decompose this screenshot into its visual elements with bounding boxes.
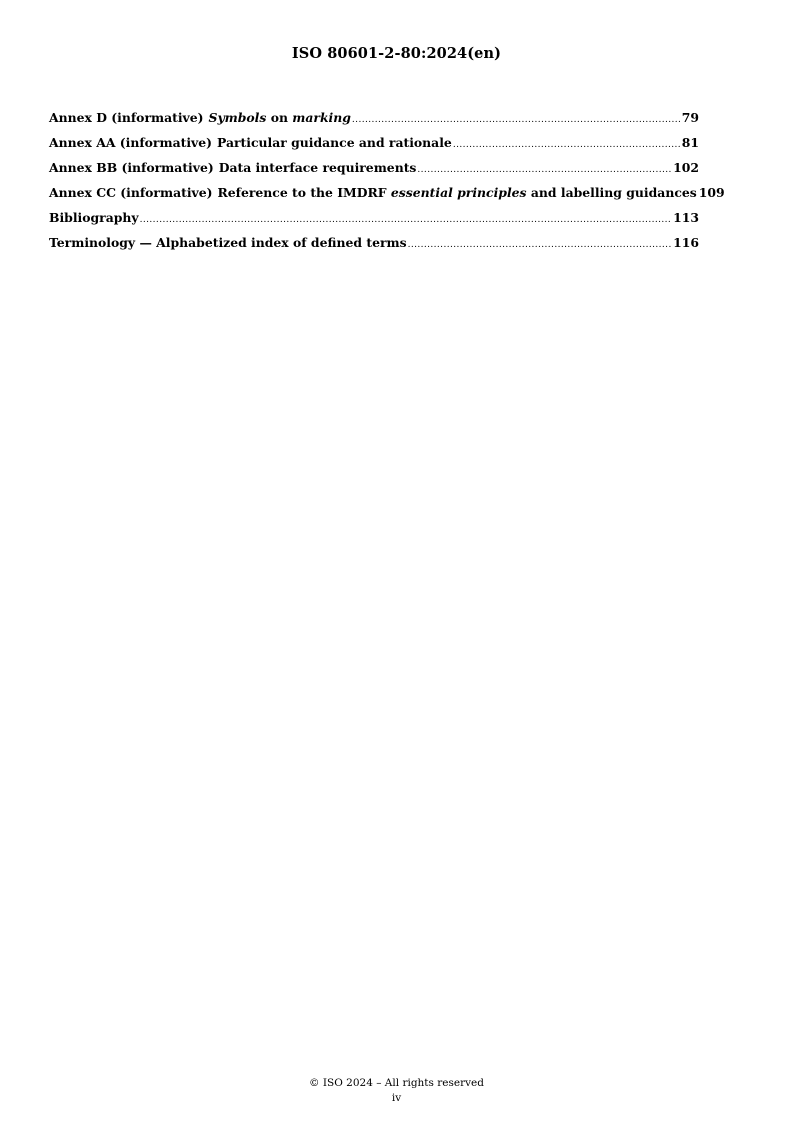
toc-entry-title bbox=[49, 160, 416, 175]
toc-title-text: Data interface requirements bbox=[218, 160, 417, 175]
toc-entry-title bbox=[49, 110, 351, 125]
toc-entry-annex-aa[interactable] bbox=[49, 135, 699, 160]
toc-title-fragment: Reference to the IMDRF bbox=[217, 185, 391, 200]
document-header: ISO 80601-2-80:2024(en) bbox=[291, 45, 502, 62]
toc-page-number: 109 bbox=[698, 185, 725, 200]
table-of-contents bbox=[49, 110, 725, 260]
toc-leader-dots bbox=[453, 140, 681, 150]
toc-annex-label: Annex D (informative) bbox=[49, 110, 204, 125]
toc-title-fragment: Symbols bbox=[208, 110, 267, 125]
toc-page-number: 81 bbox=[681, 135, 699, 150]
toc-title-text: Particular guidance and rationale bbox=[216, 135, 452, 150]
copyright-notice: © ISO 2024 – All rights reserved bbox=[309, 1077, 484, 1089]
toc-leader-dots bbox=[408, 240, 673, 250]
toc-entry-annex-bb[interactable] bbox=[49, 160, 699, 185]
toc-entry-title bbox=[49, 135, 452, 150]
toc-title-fragment: marking bbox=[292, 110, 351, 125]
toc-page-number: 116 bbox=[673, 235, 699, 250]
toc-title-fragment: essential principles bbox=[390, 185, 527, 200]
toc-annex-label: Annex BB (informative) bbox=[49, 160, 214, 175]
page-footer bbox=[0, 1076, 793, 1106]
toc-annex-label: Annex CC (informative) bbox=[49, 185, 213, 200]
toc-entry-title: Terminology — Alphabetized index of defined terms bbox=[49, 235, 407, 250]
toc-entry-terminology[interactable] bbox=[49, 235, 699, 260]
toc-entry-title bbox=[49, 185, 697, 200]
toc-entry-bibliography[interactable] bbox=[49, 210, 699, 235]
toc-entry-annex-cc[interactable] bbox=[49, 185, 725, 210]
toc-page-number: 113 bbox=[673, 210, 699, 225]
toc-annex-label: Annex AA (informative) bbox=[49, 135, 212, 150]
toc-leader-dots bbox=[352, 115, 681, 125]
toc-entry-annex-d[interactable] bbox=[49, 110, 699, 135]
toc-title-fragment: on bbox=[266, 110, 293, 125]
toc-entry-title: Bibliography bbox=[49, 210, 139, 225]
toc-page-number: 102 bbox=[673, 160, 699, 175]
page-number: iv bbox=[391, 1092, 402, 1104]
toc-title-fragment: and labelling guidances bbox=[526, 185, 697, 200]
toc-page-number: 79 bbox=[681, 110, 699, 125]
toc-leader-dots bbox=[140, 215, 673, 225]
toc-leader-dots bbox=[417, 165, 672, 175]
